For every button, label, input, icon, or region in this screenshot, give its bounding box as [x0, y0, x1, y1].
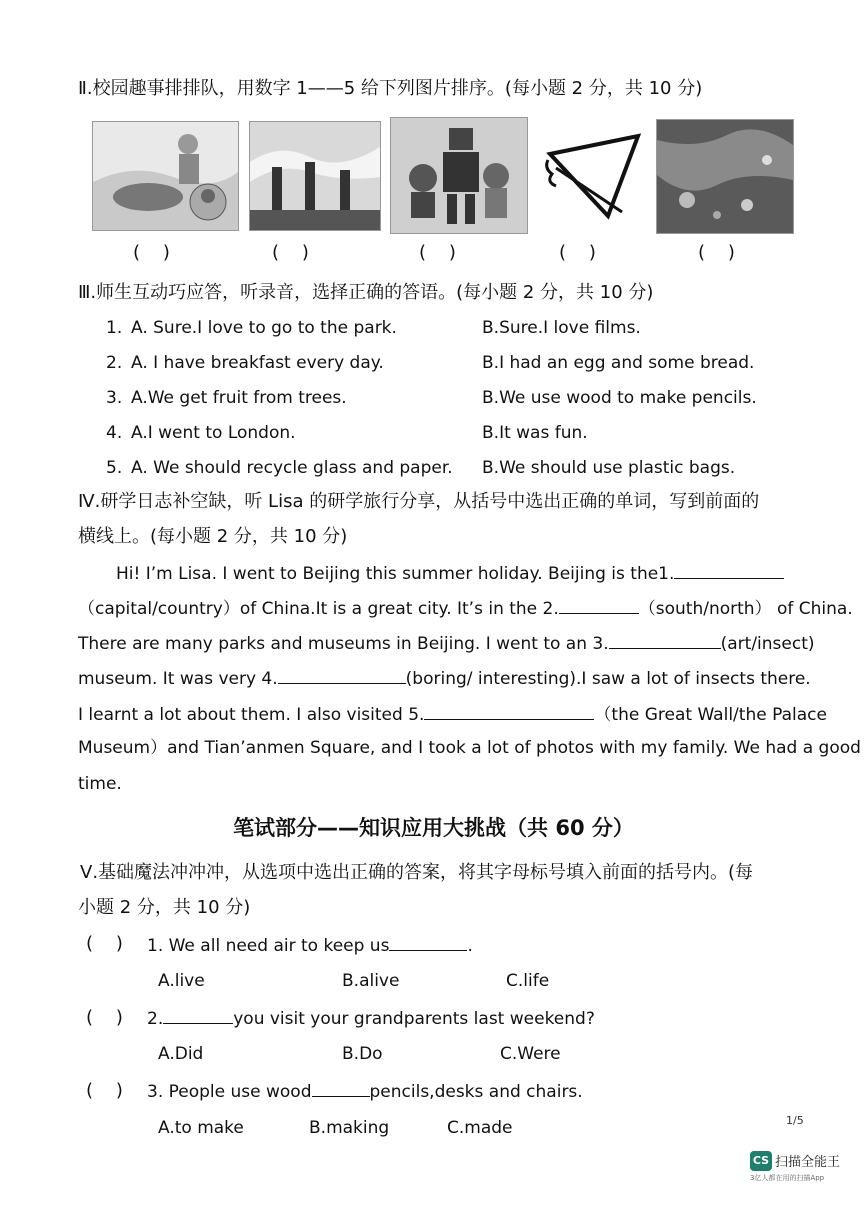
blank-1[interactable]: [674, 562, 784, 579]
passage-line5-text-b: （the Great Wall/the Palace: [594, 705, 827, 725]
page-number: 1/5: [786, 1114, 804, 1127]
picture-cartoon-scene: [92, 121, 239, 231]
blank-5[interactable]: [424, 703, 594, 720]
q2-stem-text-b: you visit your grandparents last weekend?: [233, 1009, 595, 1029]
q3-option-b: B.making: [309, 1118, 390, 1138]
picture-factory-smoke: [249, 121, 381, 231]
section4-title-line1: Ⅳ.研学日志补空缺，听 Lisa 的研学旅行分享，从括号中选出正确的单词，写到前面的: [78, 491, 760, 512]
blank-3[interactable]: [609, 632, 721, 649]
watermark-brand: [750, 1150, 860, 1171]
s3-item4-num: 4.: [106, 423, 123, 443]
section5-title-line2: 小题 2 分，共 10 分): [78, 897, 251, 918]
blank-2[interactable]: [559, 597, 639, 614]
passage-line2-text-a: （capital/country）of China.It is a great city. It’s in the 2.: [78, 599, 559, 619]
q2-blank[interactable]: [163, 1007, 233, 1024]
s3-item5-option-a: A. We should recycle glass and paper.: [131, 458, 453, 478]
q1-option-b: B.alive: [342, 971, 400, 991]
q3-stem-text-a: 3. People use wood: [147, 1082, 312, 1102]
q1-option-a: A.live: [158, 971, 205, 991]
polluted-water-image: [657, 120, 793, 233]
q2-answer-paren[interactable]: ( ): [86, 1007, 123, 1028]
passage-line4-text-b: (boring/ interesting).I saw a lot of insects there.: [405, 669, 811, 689]
passage-line4: [78, 667, 811, 690]
q2-option-a: A.Did: [158, 1044, 204, 1064]
picture5-answer-paren[interactable]: ( ): [698, 242, 735, 263]
passage-line4-text-a: museum. It was very 4.: [78, 669, 278, 689]
q3-option-c: C.made: [447, 1118, 513, 1138]
picture-sandwich: [538, 124, 650, 228]
section5-title-line1: Ⅴ.基础魔法冲冲冲，从选项中选出正确的答案，将其字母标号填入前面的括号内。(每: [80, 862, 754, 883]
q2-option-b: B.Do: [342, 1044, 383, 1064]
passage-line3: [78, 632, 815, 655]
passage-line2-text-b: （south/north） of China.: [638, 599, 853, 619]
watermark-subtitle: 3亿人都在用的扫描App: [750, 1173, 825, 1182]
s3-item2-num: 2.: [106, 353, 123, 373]
section3-title: Ⅲ.师生互动巧应答，听录音，选择正确的答语。(每小题 2 分，共 10 分): [78, 282, 654, 303]
passage-line7: time.: [78, 774, 122, 794]
passage-line1-text: Hi! I’m Lisa. I went to Beijing this summer holiday. Beijing is the1.: [116, 564, 675, 584]
picture1-answer-paren[interactable]: ( ): [133, 242, 170, 263]
camscanner-logo-icon: CS: [750, 1151, 772, 1171]
q1-blank[interactable]: [389, 934, 467, 951]
picture-polluted-water: [656, 119, 794, 234]
passage-line2: [78, 597, 853, 620]
factory-smoke-image: [250, 122, 380, 230]
passage-line1: [116, 562, 784, 585]
watermark-title: 扫描全能王: [775, 1155, 841, 1170]
q2-option-c: C.Were: [500, 1044, 561, 1064]
scanner-watermark: [750, 1150, 860, 1183]
s3-item3-option-a: A.We get fruit from trees.: [131, 388, 347, 408]
passage-line5-text-a: I learnt a lot about them. I also visited 5.: [78, 705, 425, 725]
passage-line3-text-b: (art/insect): [720, 634, 815, 654]
q1-stem-text-a: 1. We all need air to keep us: [147, 936, 390, 956]
q1-option-c: C.life: [506, 971, 550, 991]
q3-answer-paren[interactable]: ( ): [86, 1080, 123, 1101]
q2-stem: [147, 1007, 595, 1030]
q2-stem-text-a: 2.: [147, 1009, 164, 1029]
passage-line6: Museum）and Tian’anmen Square, and I took a lot of photos with my family. We had a good: [78, 738, 861, 758]
written-part-heading: 笔试部分——知识应用大挑战（共 60 分）: [233, 816, 634, 840]
sandwich-image: [538, 124, 650, 228]
section4-title-line2: 横线上。(每小题 2 分，共 10 分): [78, 526, 348, 547]
s3-item1-num: 1.: [106, 318, 123, 338]
robots-image: [391, 118, 527, 233]
s3-item2-option-a: A. I have breakfast every day.: [131, 353, 384, 373]
s3-item3-option-b: B.We use wood to make pencils.: [482, 388, 757, 408]
s3-item5-num: 5.: [106, 458, 123, 478]
s3-item5-option-b: B.We should use plastic bags.: [482, 458, 736, 478]
q1-stem: [147, 934, 473, 957]
q3-option-a: A.to make: [158, 1118, 244, 1138]
picture-robots: [390, 117, 528, 234]
s3-item3-num: 3.: [106, 388, 123, 408]
blank-4[interactable]: [278, 667, 406, 684]
s3-item1-option-a: A. Sure.I love to go to the park.: [131, 318, 397, 338]
cartoon-scene-image: [93, 122, 238, 230]
q3-stem: [147, 1080, 583, 1103]
s3-item2-option-b: B.I had an egg and some bread.: [482, 353, 755, 373]
picture3-answer-paren[interactable]: ( ): [419, 242, 456, 263]
q1-stem-text-b: .: [467, 936, 473, 956]
s3-item4-option-b: B.It was fun.: [482, 423, 588, 443]
section2-title: Ⅱ.校园趣事排排队，用数字 1——5 给下列图片排序。(每小题 2 分，共 10 分): [78, 78, 703, 99]
picture2-answer-paren[interactable]: ( ): [272, 242, 309, 263]
picture4-answer-paren[interactable]: ( ): [559, 242, 596, 263]
passage-line3-text-a: There are many parks and museums in Beijing. I went to an 3.: [78, 634, 609, 654]
s3-item4-option-a: A.I went to London.: [131, 423, 296, 443]
passage-line5: [78, 703, 827, 726]
q3-stem-text-b: pencils,desks and chairs.: [369, 1082, 583, 1102]
q3-blank[interactable]: [312, 1080, 370, 1097]
s3-item1-option-b: B.Sure.I love films.: [482, 318, 641, 338]
q1-answer-paren[interactable]: ( ): [86, 933, 123, 954]
